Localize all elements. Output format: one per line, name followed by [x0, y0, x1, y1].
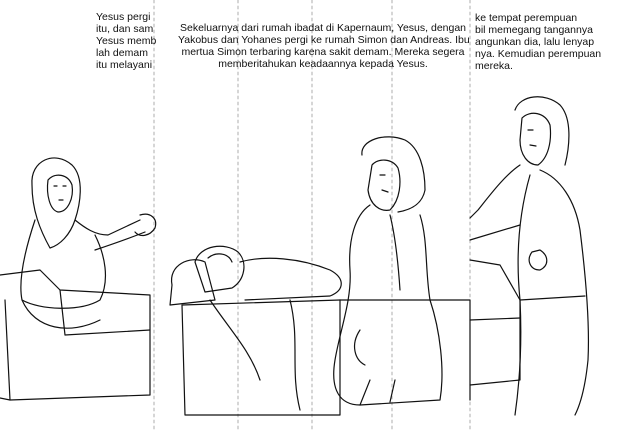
caption-right-line: nya. Kemudian perempuan — [475, 48, 602, 60]
woman-lying-figure — [170, 246, 341, 415]
bed-right — [470, 260, 520, 385]
caption-right-line: bil memegang tangannya — [475, 24, 593, 36]
caption-left-line: itu, dan sam — [96, 23, 154, 35]
caption-center-line: Yakobus dan Yohanes pergi ke rumah Simon dan Andreas. Ibu — [178, 34, 470, 46]
caption-center-line: mertua Simon terbaring karena sakit demam. Mereka segera — [181, 46, 465, 58]
caption-right — [475, 12, 625, 72]
jesus-sitting-figure — [334, 137, 470, 405]
woman-sitting-figure — [0, 158, 156, 400]
caption-right-line: ke tempat perempuan — [475, 12, 578, 24]
caption-left-line: lah demam — [96, 47, 148, 59]
caption-right-line: angunkan dia, lalu lenyap — [475, 36, 595, 48]
caption-center-line: Sekeluarnya dari rumah ibadat di Kapernaum, Yesus, dengan — [179, 22, 467, 34]
caption-center-line: memberitahukan keadaannya kepada Yesus. — [218, 58, 428, 70]
caption-left — [96, 11, 162, 71]
caption-right-line: mereka. — [475, 60, 513, 72]
caption-left-line: itu melayani — [96, 59, 153, 71]
caption-left-line: Yesus pergi — [96, 11, 151, 23]
caption-center — [178, 22, 468, 70]
jesus-standing-figure — [470, 97, 588, 415]
caption-left-line: Yesus memb — [96, 35, 157, 47]
